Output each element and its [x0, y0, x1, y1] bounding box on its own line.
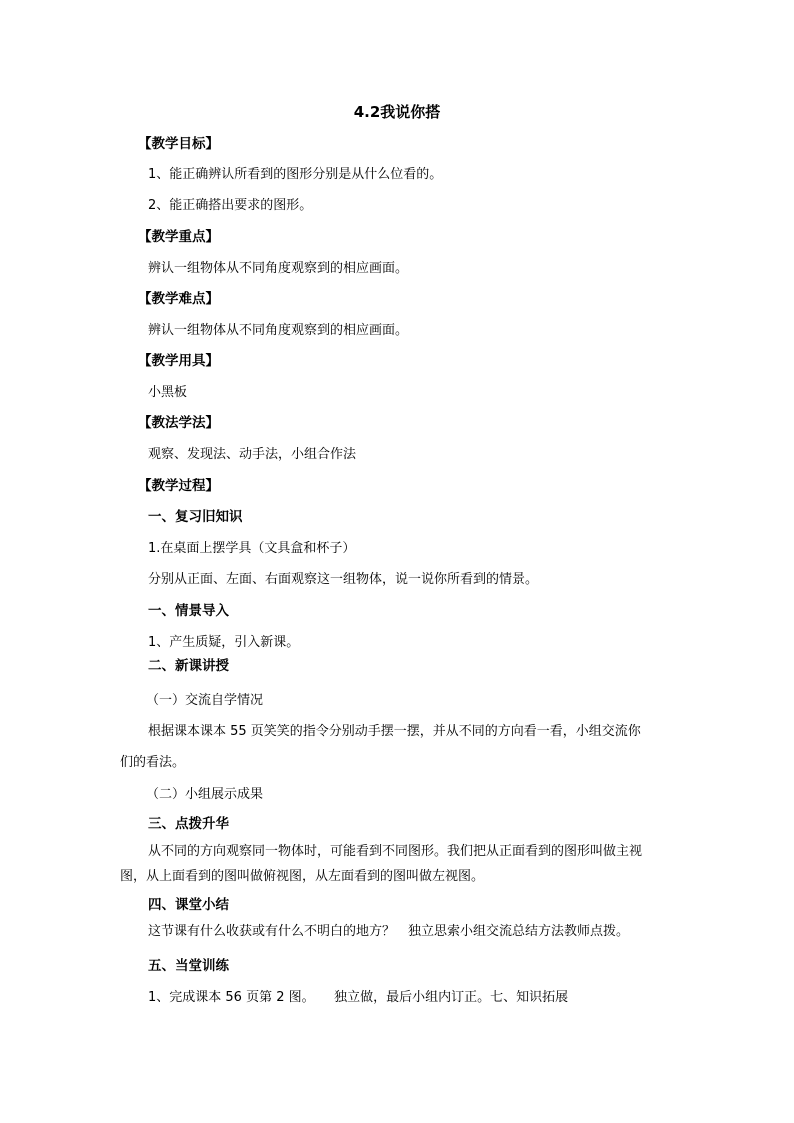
intro-heading: 一、情景导入: [148, 603, 229, 619]
new-lesson-para-1: 根据课本课本 55 页笑笑的指令分别动手摆一摆，并从不同的方向看一看，小组交流你: [148, 724, 641, 739]
intro-item-1: 1、产生质疑，引入新课。: [148, 635, 300, 650]
practice-heading: 五、当堂训练: [148, 958, 229, 974]
new-lesson-sub-1: （一）交流自学情况: [146, 693, 264, 708]
new-lesson-heading: 二、新课讲授: [148, 658, 229, 674]
new-lesson-sub-2: （二）小组展示成果: [146, 787, 264, 802]
methods-heading: 【教法学法】: [138, 415, 219, 431]
summary-heading: 四、课堂小结: [148, 897, 229, 913]
process-heading: 【教学过程】: [138, 478, 219, 494]
new-lesson-para-2: 们的看法。: [120, 755, 186, 770]
point-heading: 三、点拨升华: [148, 816, 229, 832]
goal-item-2: 2、能正确搭出要求的图形。: [148, 198, 313, 213]
document-title: 4.2我说你搭: [353, 103, 441, 121]
difficulty-text: 辨认一组物体从不同角度观察到的相应画面。: [148, 323, 409, 338]
review-item-2: 分别从正面、左面、右面观察这一组物体，说一说你所看到的情景。: [148, 572, 539, 587]
tools-text: 小黑板: [148, 385, 188, 400]
methods-text: 观察、发现法、动手法，小组合作法: [148, 447, 357, 462]
goal-item-1: 1、能正确辨认所看到的图形分别是从什么位看的。: [148, 167, 443, 182]
goals-heading: 【教学目标】: [138, 136, 219, 152]
key-heading: 【教学重点】: [138, 229, 219, 245]
point-para-1: 从不同的方向观察同一物体时，可能看到不同图形。我们把从正面看到的图形叫做主视: [148, 844, 643, 859]
review-item-1: 1.在桌面上摆学具（文具盒和杯子）: [148, 541, 356, 556]
key-text: 辨认一组物体从不同角度观察到的相应画面。: [148, 261, 409, 276]
review-heading: 一、复习旧知识: [148, 509, 243, 525]
point-para-2: 图，从上面看到的图叫做俯视图，从左面看到的图叫做左视图。: [120, 869, 485, 884]
practice-text: 1、完成课本 56 页第 2 图。 独立做，最后小组内订正。七、知识拓展: [148, 990, 569, 1005]
tools-heading: 【教学用具】: [138, 353, 219, 369]
difficulty-heading: 【教学难点】: [138, 291, 219, 307]
summary-text: 这节课有什么收获或有什么不明白的地方？ 独立思索小组交流总结方法教师点拨。: [148, 924, 630, 939]
